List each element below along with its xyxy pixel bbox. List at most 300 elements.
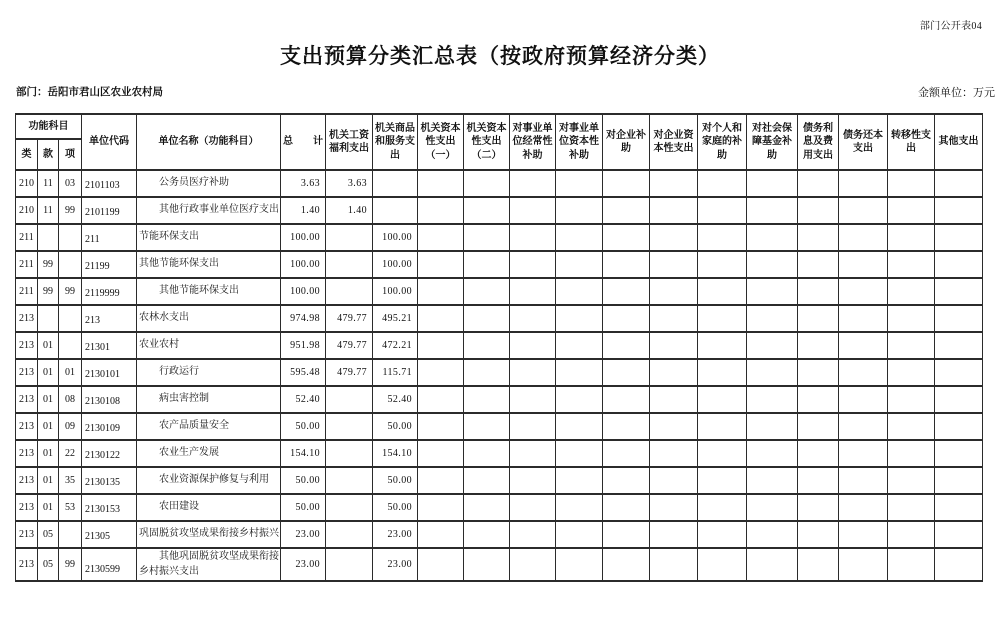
value-cell: 3.63 [326,170,373,197]
func-item-cell: 53 [59,494,82,521]
value-cell [418,278,464,305]
table-row [16,170,983,197]
value-cell [888,305,935,332]
unit-code-cell: 2130599 [82,548,137,581]
value-cell [747,359,798,386]
func-section-cell: 11 [38,170,59,197]
value-cell [935,251,983,278]
value-cell [839,278,888,305]
value-cell [839,170,888,197]
value-cell [888,278,935,305]
value-cell: 100.00 [373,251,418,278]
value-cell [747,413,798,440]
func-item-cell: 22 [59,440,82,467]
value-cell [418,521,464,548]
unit-name-cell: 行政运行 [137,359,281,386]
value-cell [650,467,698,494]
value-cell [698,494,747,521]
func-class-cell: 213 [16,440,38,467]
func-item-cell: 08 [59,386,82,413]
value-cell [603,440,650,467]
value-cell [510,251,556,278]
unit-name-cell: 其他巩固脱贫攻坚成果衔接乡村振兴支出 [137,548,281,581]
metric-header: 对事业单位资本性补助 [556,114,603,170]
func-section-cell: 05 [38,548,59,581]
value-cell [839,224,888,251]
value-cell: 100.00 [281,278,326,305]
unit-code-cell: 2130109 [82,413,137,440]
value-cell [935,386,983,413]
value-cell: 974.98 [281,305,326,332]
value-cell [556,278,603,305]
table-row [16,440,983,467]
func-class-cell: 213 [16,305,38,332]
value-cell [510,386,556,413]
func-class-header: 类 [16,139,38,170]
func-section-cell: 01 [38,413,59,440]
func-class-cell: 213 [16,386,38,413]
metric-header: 债务利息及费用支出 [798,114,839,170]
func-class-cell: 213 [16,548,38,581]
value-cell [747,305,798,332]
metric-header: 其他支出 [935,114,983,170]
value-cell [698,548,747,581]
value-cell [650,224,698,251]
func-item-cell: 99 [59,197,82,224]
value-cell [839,413,888,440]
value-cell [650,251,698,278]
value-cell [935,278,983,305]
value-cell [418,494,464,521]
value-cell [698,170,747,197]
value-cell [698,305,747,332]
value-cell: 52.40 [281,386,326,413]
value-cell [747,521,798,548]
func-section-cell: 01 [38,467,59,494]
value-cell [698,251,747,278]
value-cell [935,170,983,197]
value-cell [603,197,650,224]
value-cell [839,359,888,386]
value-cell: 472.21 [373,332,418,359]
value-cell [935,467,983,494]
table-row [16,224,983,251]
unit-code-cell: 2130108 [82,386,137,413]
unit-name-cell: 其他节能环保支出 [137,278,281,305]
value-cell [556,467,603,494]
value-cell [556,224,603,251]
value-cell: 495.21 [373,305,418,332]
value-cell [650,278,698,305]
value-cell [418,332,464,359]
value-cell [798,224,839,251]
value-cell [556,413,603,440]
value-cell [510,170,556,197]
value-cell [510,305,556,332]
unit-code-cell: 2130153 [82,494,137,521]
value-cell [839,521,888,548]
value-cell [418,197,464,224]
unit-name-cell: 巩固脱贫攻坚成果衔接乡村振兴 [137,521,281,548]
value-cell [698,521,747,548]
value-cell [510,467,556,494]
value-cell [464,494,510,521]
unit-code-cell: 21305 [82,521,137,548]
table-row [16,278,983,305]
value-cell [839,332,888,359]
value-cell [839,251,888,278]
func-section-cell: 05 [38,521,59,548]
value-cell [603,386,650,413]
value-cell: 115.71 [373,359,418,386]
value-cell [556,494,603,521]
func-item-cell [59,305,82,332]
header-row-1 [16,114,983,139]
value-cell [326,386,373,413]
value-cell [510,278,556,305]
func-item-cell: 99 [59,548,82,581]
value-cell [798,548,839,581]
metric-header: 机关资本性支出（二） [464,114,510,170]
value-cell: 479.77 [326,305,373,332]
value-cell: 52.40 [373,386,418,413]
value-cell [798,305,839,332]
value-cell [935,494,983,521]
func-section-header: 款 [38,139,59,170]
unit-name-cell: 农林水支出 [137,305,281,332]
value-cell [556,359,603,386]
table-row [16,494,983,521]
value-cell [603,494,650,521]
unit-code-cell: 211 [82,224,137,251]
value-cell [935,359,983,386]
value-cell [935,224,983,251]
value-cell [418,386,464,413]
value-cell [418,305,464,332]
value-cell [556,440,603,467]
unit-code-cell: 213 [82,305,137,332]
value-cell [326,440,373,467]
unit-code-cell: 21199 [82,251,137,278]
func-item-cell [59,521,82,548]
value-cell [556,251,603,278]
value-cell: 3.63 [281,170,326,197]
value-cell: 50.00 [373,467,418,494]
value-cell [888,170,935,197]
value-cell [747,548,798,581]
metric-header: 对社会保障基金补助 [747,114,798,170]
func-subject-header: 功能科目 [16,114,82,139]
value-cell [326,494,373,521]
value-cell [839,467,888,494]
value-cell [650,413,698,440]
value-cell: 479.77 [326,332,373,359]
value-cell: 595.48 [281,359,326,386]
unit-name-header: 单位名称（功能科目） [137,114,281,170]
value-cell [510,413,556,440]
value-cell [510,548,556,581]
func-item-cell [59,224,82,251]
value-cell [798,278,839,305]
value-cell [698,386,747,413]
value-cell: 23.00 [281,548,326,581]
total-header: 总 计 [281,114,326,170]
value-cell [747,224,798,251]
unit-name-cell: 农产品质量安全 [137,413,281,440]
table-row [16,386,983,413]
value-cell: 1.40 [281,197,326,224]
value-cell [798,386,839,413]
page-title: 支出预算分类汇总表（按政府预算经济分类） [280,44,720,68]
value-cell [650,170,698,197]
value-cell [650,305,698,332]
value-cell [418,359,464,386]
value-cell [698,332,747,359]
value-cell [798,521,839,548]
table-row [16,548,983,581]
metric-header: 机关资本性支出（一） [418,114,464,170]
value-cell [698,413,747,440]
value-cell [888,332,935,359]
func-item-cell [59,332,82,359]
func-section-cell: 01 [38,386,59,413]
metric-header: 对个人和家庭的补助 [698,114,747,170]
value-cell [650,548,698,581]
value-cell [888,548,935,581]
value-cell [698,440,747,467]
value-cell [747,467,798,494]
amount-unit-label: 金额单位：万元 [918,87,995,99]
value-cell [650,440,698,467]
value-cell: 951.98 [281,332,326,359]
value-cell [839,548,888,581]
value-cell [603,548,650,581]
func-class-cell: 210 [16,170,38,197]
value-cell [603,359,650,386]
value-cell: 100.00 [281,224,326,251]
value-cell [650,332,698,359]
value-cell [935,521,983,548]
value-cell [888,224,935,251]
value-cell [650,359,698,386]
value-cell: 50.00 [281,413,326,440]
value-cell [798,170,839,197]
table-row [16,305,983,332]
func-section-cell: 11 [38,197,59,224]
value-cell [418,467,464,494]
metric-header: 对企业补助 [603,114,650,170]
value-cell [418,413,464,440]
value-cell [603,413,650,440]
value-cell [464,413,510,440]
metric-header: 债务还本支出 [839,114,888,170]
value-cell [510,440,556,467]
value-cell: 50.00 [281,494,326,521]
func-section-cell [38,224,59,251]
func-item-header: 项 [59,139,82,170]
value-cell [798,359,839,386]
value-cell [464,278,510,305]
value-cell [888,197,935,224]
metric-header: 对事业单位经常性补助 [510,114,556,170]
value-cell: 1.40 [326,197,373,224]
value-cell [888,521,935,548]
value-cell: 23.00 [373,548,418,581]
func-item-cell [59,251,82,278]
value-cell [556,197,603,224]
func-class-cell: 213 [16,521,38,548]
table-row [16,251,983,278]
func-class-cell: 211 [16,251,38,278]
value-cell [935,413,983,440]
value-cell: 50.00 [373,494,418,521]
value-cell [556,332,603,359]
value-cell [464,386,510,413]
func-section-cell [38,305,59,332]
value-cell [326,224,373,251]
value-cell [747,494,798,521]
metric-header: 对企业资本性支出 [650,114,698,170]
value-cell: 100.00 [281,251,326,278]
budget-table [15,113,983,582]
func-item-cell: 99 [59,278,82,305]
value-cell [464,170,510,197]
func-class-cell: 211 [16,224,38,251]
value-cell [935,548,983,581]
unit-code-cell: 2101199 [82,197,137,224]
value-cell [747,251,798,278]
value-cell [418,224,464,251]
value-cell [603,278,650,305]
func-class-cell: 213 [16,494,38,521]
value-cell [418,251,464,278]
value-cell [326,548,373,581]
value-cell [510,494,556,521]
value-cell [747,278,798,305]
value-cell: 154.10 [373,440,418,467]
value-cell [556,170,603,197]
func-class-cell: 213 [16,332,38,359]
func-class-cell: 211 [16,278,38,305]
value-cell [556,386,603,413]
value-cell [418,440,464,467]
metric-header: 机关商品和服务支出 [373,114,418,170]
func-section-cell: 99 [38,251,59,278]
value-cell [556,548,603,581]
budget-table-body [16,170,983,581]
func-section-cell: 01 [38,494,59,521]
unit-code-header: 单位代码 [82,114,137,170]
value-cell [839,305,888,332]
func-item-cell: 03 [59,170,82,197]
value-cell [464,332,510,359]
value-cell [556,521,603,548]
value-cell [418,170,464,197]
value-cell [510,197,556,224]
value-cell [464,251,510,278]
value-cell [839,197,888,224]
value-cell [839,386,888,413]
value-cell [464,548,510,581]
func-class-cell: 213 [16,467,38,494]
value-cell [747,332,798,359]
value-cell [888,251,935,278]
value-cell [464,521,510,548]
unit-name-cell: 农田建设 [137,494,281,521]
value-cell [747,170,798,197]
value-cell [326,413,373,440]
func-section-cell: 01 [38,359,59,386]
unit-name-cell: 其他行政事业单位医疗支出 [137,197,281,224]
value-cell [650,197,698,224]
value-cell [935,197,983,224]
value-cell [747,440,798,467]
value-cell: 100.00 [373,278,418,305]
unit-code-cell: 2101103 [82,170,137,197]
value-cell [798,251,839,278]
value-cell: 50.00 [373,413,418,440]
func-class-cell: 210 [16,197,38,224]
table-row [16,197,983,224]
value-cell [798,494,839,521]
value-cell [888,440,935,467]
func-class-cell: 213 [16,359,38,386]
unit-name-cell: 节能环保支出 [137,224,281,251]
value-cell [888,494,935,521]
value-cell [888,359,935,386]
unit-name-cell: 公务员医疗补助 [137,170,281,197]
value-cell [650,386,698,413]
value-cell [747,197,798,224]
value-cell [798,440,839,467]
value-cell [747,386,798,413]
unit-code-cell: 2130135 [82,467,137,494]
table-row [16,413,983,440]
value-cell [556,305,603,332]
value-cell [698,197,747,224]
func-item-cell: 01 [59,359,82,386]
value-cell [464,197,510,224]
value-cell [650,521,698,548]
value-cell [888,467,935,494]
doc-number-label: 部门公开表04 [919,21,982,32]
value-cell [839,440,888,467]
department-label: 部门：岳阳市君山区农业农村局 [16,87,163,98]
value-cell [510,359,556,386]
value-cell: 23.00 [281,521,326,548]
func-section-cell: 01 [38,332,59,359]
value-cell: 23.00 [373,521,418,548]
value-cell [464,440,510,467]
value-cell [935,305,983,332]
value-cell [326,251,373,278]
table-row [16,332,983,359]
value-cell [798,467,839,494]
value-cell [698,278,747,305]
func-class-cell: 213 [16,413,38,440]
metric-header: 转移性支出 [888,114,935,170]
value-cell [510,332,556,359]
table-row [16,359,983,386]
unit-name-cell: 农业资源保护修复与利用 [137,467,281,494]
unit-name-cell: 农业生产发展 [137,440,281,467]
unit-code-cell: 2119999 [82,278,137,305]
value-cell [603,305,650,332]
value-cell [935,440,983,467]
value-cell [326,467,373,494]
value-cell [510,521,556,548]
value-cell: 154.10 [281,440,326,467]
